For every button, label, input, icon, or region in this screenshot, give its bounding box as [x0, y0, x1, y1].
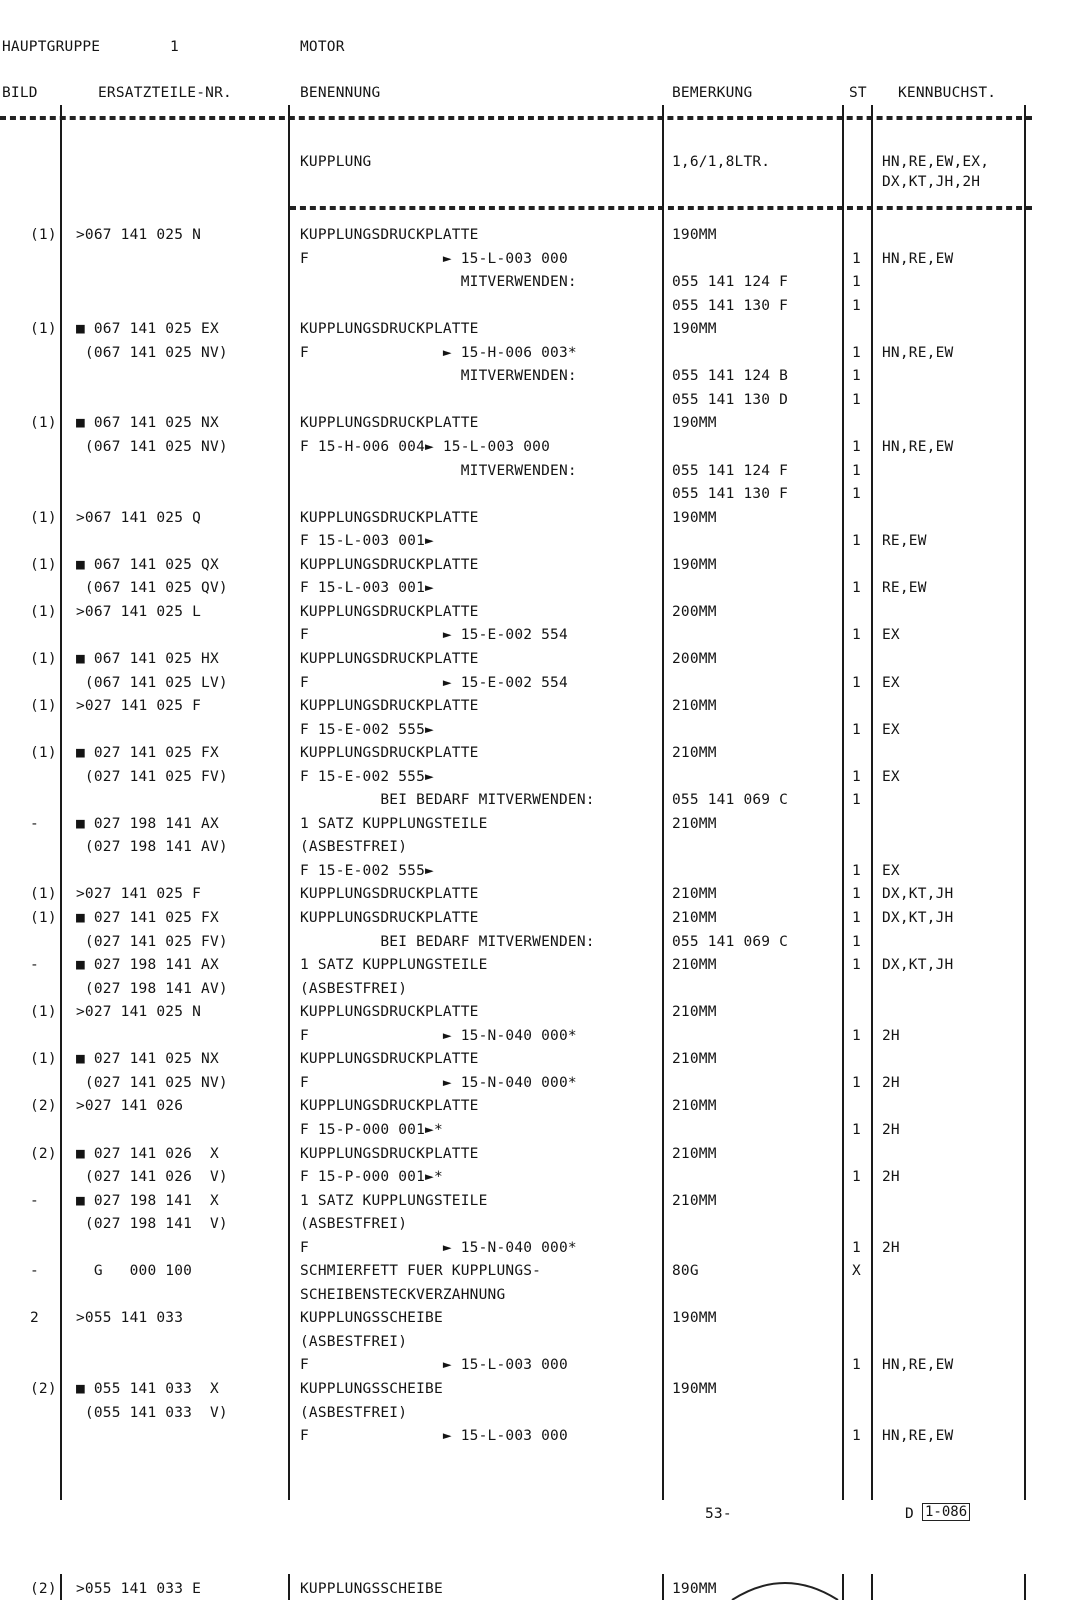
row-description: F ► 15-E-002 554: [300, 674, 568, 691]
row-remark: 190MM: [672, 1310, 717, 1327]
row-description: (ASBESTFREI): [300, 980, 408, 997]
row-remark: 210MM: [672, 1192, 717, 1209]
row-part-number: ■ 027 141 025 FX: [76, 745, 219, 762]
row-description: MITVERWENDEN:: [300, 368, 577, 385]
row-description: F 15-E-002 555►: [300, 768, 434, 785]
row-bild: (2): [30, 1098, 57, 1115]
row-bild: (1): [30, 227, 57, 243]
row-quantity: 1: [852, 344, 861, 361]
row-bild: -: [30, 815, 39, 832]
row-part-number: ■ 067 141 025 NX: [76, 415, 219, 432]
row-codes: EX: [882, 721, 900, 738]
row-description: 1 SATZ KUPPLUNGSTEILE: [300, 815, 488, 832]
row-part-number: >027 141 025 F: [76, 886, 202, 903]
row-remark: 055 141 069 C: [672, 933, 789, 950]
row-bild: (1): [30, 321, 57, 338]
row-description: KUPPLUNGSSCHEIBE: [300, 1310, 443, 1327]
row-part-number: >055 141 033: [76, 1310, 184, 1327]
row-description: (ASBESTFREI): [300, 1333, 408, 1350]
row-quantity: 1: [852, 721, 861, 738]
row-part-number: (055 141 033 V): [76, 1404, 228, 1421]
row-bild: (1): [30, 556, 57, 573]
row-description: KUPPLUNGSDRUCKPLATTE: [300, 227, 479, 243]
row-codes: DX,KT,JH: [882, 886, 954, 903]
row-codes: HN,RE,EW: [882, 439, 954, 455]
row-description: 1 SATZ KUPPLUNGSTEILE: [300, 957, 488, 974]
row-part-number: >067 141 025 L: [76, 603, 202, 620]
col-header-codes: KENNBUCHST.: [898, 85, 997, 101]
row-remark: 80G: [672, 1263, 699, 1280]
row-remark: 210MM: [672, 1004, 717, 1021]
column-divider: [842, 1574, 844, 1600]
row-bild: (1): [30, 603, 57, 620]
row-codes: HN,RE,EW: [882, 1357, 954, 1374]
next-remark: 190MM: [672, 1581, 717, 1597]
row-description: F ► 15-N-040 000*: [300, 1027, 577, 1044]
row-bild: -: [30, 1263, 39, 1280]
row-codes: 2H: [882, 1169, 900, 1185]
row-codes: RE,EW: [882, 533, 927, 550]
row-quantity: 1: [852, 1027, 861, 1044]
row-description: KUPPLUNGSDRUCKPLATTE: [300, 886, 479, 903]
row-part-number: (027 141 025 NV): [76, 1074, 228, 1091]
column-divider: [662, 1574, 664, 1600]
column-divider: [662, 105, 664, 1500]
row-description: BEI BEDARF MITVERWENDEN:: [300, 933, 595, 950]
group-name: MOTOR: [300, 39, 345, 55]
row-description: F 15-E-002 555►: [300, 721, 434, 738]
row-description: KUPPLUNGSDRUCKPLATTE: [300, 321, 479, 338]
row-description: F 15-H-006 004► 15-L-003 000: [300, 439, 551, 455]
row-description: KUPPLUNGSDRUCKPLATTE: [300, 509, 479, 526]
row-quantity: 1: [852, 910, 861, 926]
row-part-number: ■ 067 141 025 QX: [76, 556, 219, 573]
row-codes: DX,KT,JH: [882, 910, 954, 926]
col-header-remark: BEMERKUNG: [672, 85, 753, 101]
row-part-number: ■ 027 141 026 X: [76, 1145, 219, 1162]
row-codes: 2H: [882, 1074, 900, 1091]
row-remark: 055 141 130 F: [672, 486, 789, 503]
row-remark: 055 141 124 F: [672, 462, 789, 479]
row-description: KUPPLUNGSDRUCKPLATTE: [300, 415, 479, 432]
row-remark: 210MM: [672, 910, 717, 926]
row-remark: 210MM: [672, 1098, 717, 1115]
row-quantity: 1: [852, 250, 861, 267]
row-bild: (1): [30, 745, 57, 762]
row-quantity: 1: [852, 1121, 861, 1138]
row-remark: 200MM: [672, 650, 717, 667]
row-part-number: ■ 027 198 141 X: [76, 1192, 219, 1209]
section-codes: HN,RE,EW,EX,: [882, 154, 990, 170]
row-description: F ► 15-E-002 554: [300, 627, 568, 644]
row-description: KUPPLUNGSDRUCKPLATTE: [300, 1098, 479, 1115]
row-part-number: (027 141 025 FV): [76, 768, 228, 785]
row-description: F ► 15-H-006 003*: [300, 344, 577, 361]
row-bild: (1): [30, 886, 57, 903]
row-quantity: 1: [852, 462, 861, 479]
row-bild: (1): [30, 650, 57, 667]
row-remark: 190MM: [672, 509, 717, 526]
row-part-number: G 000 100: [76, 1263, 193, 1280]
row-part-number: ■ 055 141 033 X: [76, 1381, 219, 1397]
row-quantity: 1: [852, 768, 861, 785]
row-description: KUPPLUNGSDRUCKPLATTE: [300, 1051, 479, 1068]
row-quantity: 1: [852, 368, 861, 385]
row-codes: EX: [882, 627, 900, 644]
row-part-number: (067 141 025 LV): [76, 674, 228, 691]
region-code: D: [905, 1506, 914, 1522]
row-quantity: 1: [852, 933, 861, 950]
row-part-number: >067 141 025 Q: [76, 509, 202, 526]
row-part-number: >027 141 025 F: [76, 698, 202, 714]
next-bild: (2): [30, 1581, 57, 1597]
row-codes: EX: [882, 768, 900, 785]
row-part-number: (027 198 141 AV): [76, 980, 228, 997]
row-codes: HN,RE,EW: [882, 1428, 954, 1444]
row-quantity: 1: [852, 627, 861, 644]
row-remark: 210MM: [672, 1145, 717, 1162]
column-divider: [871, 105, 873, 1500]
row-remark: 210MM: [672, 886, 717, 903]
row-quantity: 1: [852, 1239, 861, 1256]
row-description: F 15-L-003 001►: [300, 533, 434, 550]
column-divider: [871, 1574, 873, 1600]
row-description: F 15-P-000 001►*: [300, 1121, 443, 1138]
row-bild: (1): [30, 1004, 57, 1021]
row-description: F ► 15-N-040 000*: [300, 1239, 577, 1256]
column-divider: [60, 1574, 62, 1600]
row-part-number: ■ 027 141 025 NX: [76, 1051, 219, 1068]
row-remark: 210MM: [672, 957, 717, 974]
column-divider: [288, 105, 290, 1500]
row-codes: 2H: [882, 1239, 900, 1256]
row-part-number: >067 141 025 N: [76, 227, 202, 243]
row-description: F ► 15-L-003 000: [300, 250, 568, 267]
row-quantity: 1: [852, 957, 861, 974]
row-codes: 2H: [882, 1121, 900, 1138]
row-codes: EX: [882, 674, 900, 691]
row-remark: 210MM: [672, 815, 717, 832]
row-quantity: 1: [852, 1428, 861, 1444]
row-description: KUPPLUNGSDRUCKPLATTE: [300, 1145, 479, 1162]
row-remark: 190MM: [672, 415, 717, 432]
row-bild: -: [30, 957, 39, 974]
row-description: BEI BEDARF MITVERWENDEN:: [300, 792, 595, 809]
row-description: KUPPLUNGSDRUCKPLATTE: [300, 556, 479, 573]
row-description: F ► 15-N-040 000*: [300, 1074, 577, 1091]
section-rule: [290, 206, 1032, 210]
col-header-bild: BILD: [2, 85, 38, 101]
row-quantity: 1: [852, 580, 861, 597]
header-rule: [0, 116, 1032, 120]
row-description: F 15-P-000 001►*: [300, 1169, 443, 1185]
row-remark: 055 141 069 C: [672, 792, 789, 809]
row-codes: RE,EW: [882, 580, 927, 597]
row-bild: (1): [30, 1051, 57, 1068]
section-name: KUPPLUNG: [300, 154, 372, 170]
column-divider: [842, 105, 844, 1500]
reference-box: 1-086: [922, 1503, 970, 1521]
row-remark: 210MM: [672, 745, 717, 762]
col-header-name: BENENNUNG: [300, 85, 381, 101]
row-description: SCHMIERFETT FUER KUPPLUNGS-: [300, 1263, 542, 1280]
row-bild: (2): [30, 1381, 57, 1397]
row-quantity: 1: [852, 391, 861, 408]
row-description: (ASBESTFREI): [300, 1216, 408, 1233]
row-description: MITVERWENDEN:: [300, 274, 577, 291]
row-bild: (1): [30, 415, 57, 432]
row-remark: 055 141 124 B: [672, 368, 789, 385]
row-part-number: (027 198 141 AV): [76, 839, 228, 856]
row-quantity: 1: [852, 439, 861, 455]
section-codes: DX,KT,JH,2H: [882, 174, 981, 190]
col-header-qty: ST: [849, 85, 867, 101]
row-description: (ASBESTFREI): [300, 839, 408, 856]
row-remark: 055 141 124 F: [672, 274, 789, 291]
row-quantity: 1: [852, 886, 861, 903]
row-quantity: 1: [852, 1074, 861, 1091]
row-description: MITVERWENDEN:: [300, 462, 577, 479]
row-part-number: (067 141 025 NV): [76, 344, 228, 361]
row-codes: DX,KT,JH: [882, 957, 954, 974]
row-remark: 190MM: [672, 556, 717, 573]
row-part-number: ■ 027 141 025 FX: [76, 910, 219, 926]
row-quantity: 1: [852, 486, 861, 503]
row-description: F 15-L-003 001►: [300, 580, 434, 597]
row-remark: 200MM: [672, 603, 717, 620]
row-description: F ► 15-L-003 000: [300, 1357, 568, 1374]
row-bild: (2): [30, 1145, 57, 1162]
row-description: KUPPLUNGSSCHEIBE: [300, 1381, 443, 1397]
row-description: KUPPLUNGSDRUCKPLATTE: [300, 910, 479, 926]
row-bild: (1): [30, 509, 57, 526]
row-part-number: (067 141 025 QV): [76, 580, 228, 597]
row-description: (ASBESTFREI): [300, 1404, 408, 1421]
row-codes: 2H: [882, 1027, 900, 1044]
row-description: KUPPLUNGSDRUCKPLATTE: [300, 603, 479, 620]
row-part-number: ■ 027 198 141 AX: [76, 957, 219, 974]
row-quantity: 1: [852, 792, 861, 809]
row-description: KUPPLUNGSDRUCKPLATTE: [300, 698, 479, 714]
group-number: 1: [170, 39, 179, 55]
row-remark: 210MM: [672, 698, 717, 714]
column-divider: [1024, 105, 1026, 1500]
section-remark: 1,6/1,8LTR.: [672, 154, 771, 170]
row-bild: 2: [30, 1310, 39, 1327]
row-quantity: 1: [852, 862, 861, 879]
column-divider: [288, 1574, 290, 1600]
col-header-part-no: ERSATZTEILE-NR.: [98, 85, 232, 101]
row-quantity: 1: [852, 533, 861, 550]
column-divider: [1024, 1574, 1026, 1600]
row-part-number: ■ 027 198 141 AX: [76, 815, 219, 832]
group-label: HAUPTGRUPPE: [2, 39, 101, 55]
row-part-number: (067 141 025 NV): [76, 439, 228, 455]
row-bild: (1): [30, 698, 57, 714]
row-part-number: ■ 067 141 025 EX: [76, 321, 219, 338]
row-bild: (1): [30, 910, 57, 926]
column-divider: [60, 105, 62, 1500]
row-quantity: 1: [852, 1169, 861, 1185]
row-description: 1 SATZ KUPPLUNGSTEILE: [300, 1192, 488, 1209]
row-description: F ► 15-L-003 000: [300, 1428, 568, 1444]
row-part-number: >027 141 025 N: [76, 1004, 202, 1021]
row-remark: 055 141 130 F: [672, 297, 789, 314]
next-name: KUPPLUNGSSCHEIBE: [300, 1581, 443, 1597]
row-codes: HN,RE,EW: [882, 344, 954, 361]
row-part-number: (027 141 026 V): [76, 1169, 228, 1185]
row-description: F 15-E-002 555►: [300, 862, 434, 879]
row-quantity: 1: [852, 274, 861, 291]
row-description: KUPPLUNGSDRUCKPLATTE: [300, 1004, 479, 1021]
row-codes: EX: [882, 862, 900, 879]
row-remark: 190MM: [672, 1381, 717, 1397]
page-number: 53-: [705, 1506, 732, 1522]
row-quantity: X: [852, 1263, 861, 1280]
row-part-number: >027 141 026: [76, 1098, 184, 1115]
row-remark: 055 141 130 D: [672, 391, 789, 408]
row-part-number: (027 141 025 FV): [76, 933, 228, 950]
row-quantity: 1: [852, 297, 861, 314]
row-remark: 210MM: [672, 1051, 717, 1068]
row-remark: 190MM: [672, 227, 717, 243]
stamp-arc: [730, 1572, 840, 1600]
row-remark: 190MM: [672, 321, 717, 338]
next-part-no: >055 141 033 E: [76, 1581, 202, 1597]
row-bild: -: [30, 1192, 39, 1209]
row-part-number: ■ 067 141 025 HX: [76, 650, 219, 667]
row-quantity: 1: [852, 674, 861, 691]
row-description: KUPPLUNGSDRUCKPLATTE: [300, 650, 479, 667]
row-quantity: 1: [852, 1357, 861, 1374]
row-description: SCHEIBENSTECKVERZAHNUNG: [300, 1286, 506, 1303]
row-codes: HN,RE,EW: [882, 250, 954, 267]
row-description: KUPPLUNGSDRUCKPLATTE: [300, 745, 479, 762]
row-part-number: (027 198 141 V): [76, 1216, 228, 1233]
